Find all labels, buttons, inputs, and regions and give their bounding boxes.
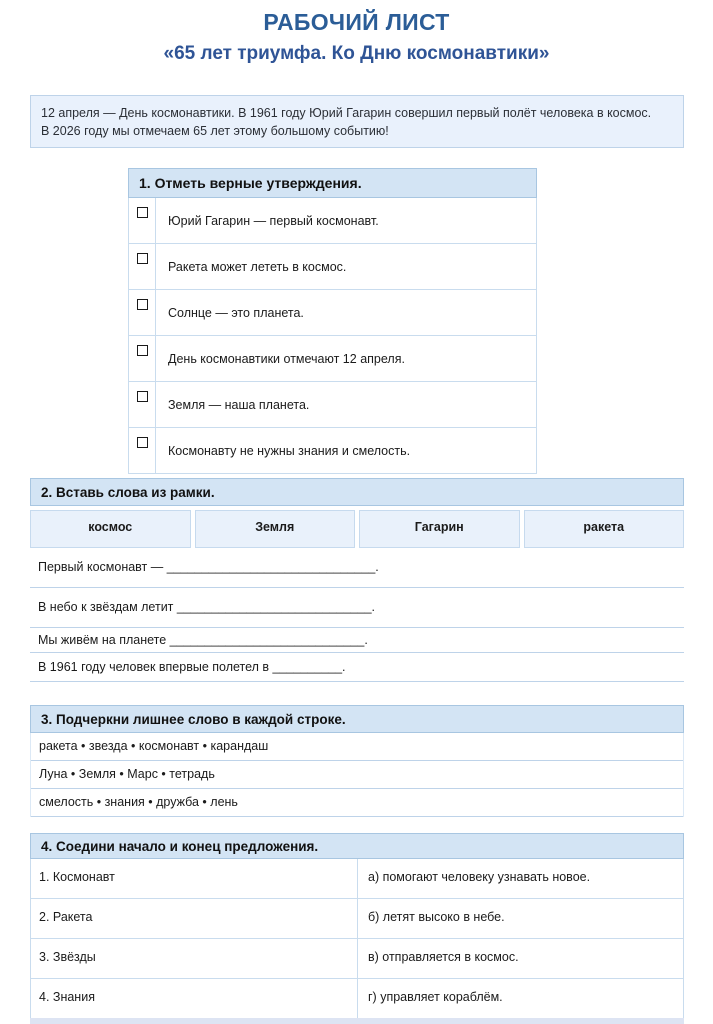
checkbox-cell — [129, 244, 156, 289]
word-row: ракета • звезда • космонавт • карандаш — [31, 733, 683, 761]
table-row — [30, 899, 684, 939]
checkbox[interactable] — [137, 207, 148, 218]
checkbox-cell — [129, 290, 156, 335]
section-1 — [128, 168, 537, 474]
table-row — [128, 244, 537, 290]
statement-text: Космонавту не нужны знания и смелость. — [168, 443, 411, 458]
checkbox-cell — [129, 336, 156, 381]
checkbox[interactable] — [137, 253, 148, 264]
next-section-header-partial — [30, 1018, 684, 1024]
match-right: а) помогают человеку узнавать новое. — [368, 870, 591, 884]
word-bank-cell: Земля — [195, 510, 356, 548]
statement-text: День космонавтики отмечают 12 апреля. — [168, 351, 405, 366]
match-right: г) управляет кораблём. — [368, 990, 503, 1004]
table-row — [128, 336, 537, 382]
statement-text: Ракета может лететь в космос. — [168, 259, 347, 274]
statement-text: Юрий Гагарин — первый космонавт. — [168, 213, 379, 228]
word-bank-cell: космос — [30, 510, 191, 548]
table-row — [128, 290, 537, 336]
table-row — [30, 939, 684, 979]
table-row — [128, 428, 537, 474]
match-left: 1. Космонавт — [31, 859, 358, 898]
section-3-title: 3. Подчеркни лишнее слово в каждой строке. — [30, 705, 684, 733]
checkbox[interactable] — [137, 437, 148, 448]
table-row — [128, 382, 537, 428]
match-right: б) летят высоко в небе. — [368, 910, 505, 924]
fill-in-sentence: Мы живём на планете ____________________________. — [30, 628, 684, 653]
section-2 — [30, 478, 684, 682]
table-row — [128, 198, 537, 244]
intro-line-1: 12 апреля — День космонавтики. В 1961 году Юрий Гагарин совершил первый полёт человека в космос. — [41, 106, 652, 120]
match-left: 4. Знания — [31, 979, 358, 1018]
page-title: РАБОЧИЙ ЛИСТ — [263, 9, 450, 35]
checkbox[interactable] — [137, 391, 148, 402]
section-2-title: 2. Вставь слова из рамки. — [30, 478, 684, 506]
word-bank-cell: Гагарин — [359, 510, 520, 548]
checkbox-cell — [129, 382, 156, 427]
fill-in-sentence: В 1961 году человек впервые полетел в __________. — [30, 653, 684, 682]
section-1-title: 1. Отметь верные утверждения. — [128, 168, 537, 198]
section-3-rows — [30, 733, 684, 817]
match-left: 3. Звёзды — [31, 939, 358, 978]
fill-in-sentence: В небо к звёздам летит ____________________________. — [30, 588, 684, 628]
checkbox[interactable] — [137, 345, 148, 356]
statement-text: Солнце — это планета. — [168, 305, 304, 320]
fill-in-sentence: Первый космонавт — ______________________________. — [30, 548, 684, 588]
match-left: 2. Ракета — [31, 899, 358, 938]
page-subtitle: «65 лет триумфа. Ко Дню космонавтики» — [163, 43, 550, 64]
match-right: в) отправляется в космос. — [368, 950, 519, 964]
section-4 — [30, 833, 684, 1019]
section-4-title: 4. Соедини начало и конец предложения. — [30, 833, 684, 859]
intro-line-2: В 2026 году мы отмечаем 65 лет этому большому событию! — [41, 124, 389, 138]
section-3 — [30, 705, 684, 817]
table-row — [30, 859, 684, 899]
table-row — [30, 979, 684, 1019]
word-row: Луна • Земля • Марс • тетрадь — [31, 761, 683, 789]
checkbox-cell — [129, 198, 156, 243]
statement-text: Земля — наша планета. — [168, 397, 310, 412]
checkbox-cell — [129, 428, 156, 473]
checkbox[interactable] — [137, 299, 148, 310]
word-row: смелость • знания • дружба • лень — [31, 789, 683, 817]
word-bank-cell: ракета — [524, 510, 685, 548]
intro-box — [30, 95, 684, 148]
word-bank — [30, 510, 684, 548]
